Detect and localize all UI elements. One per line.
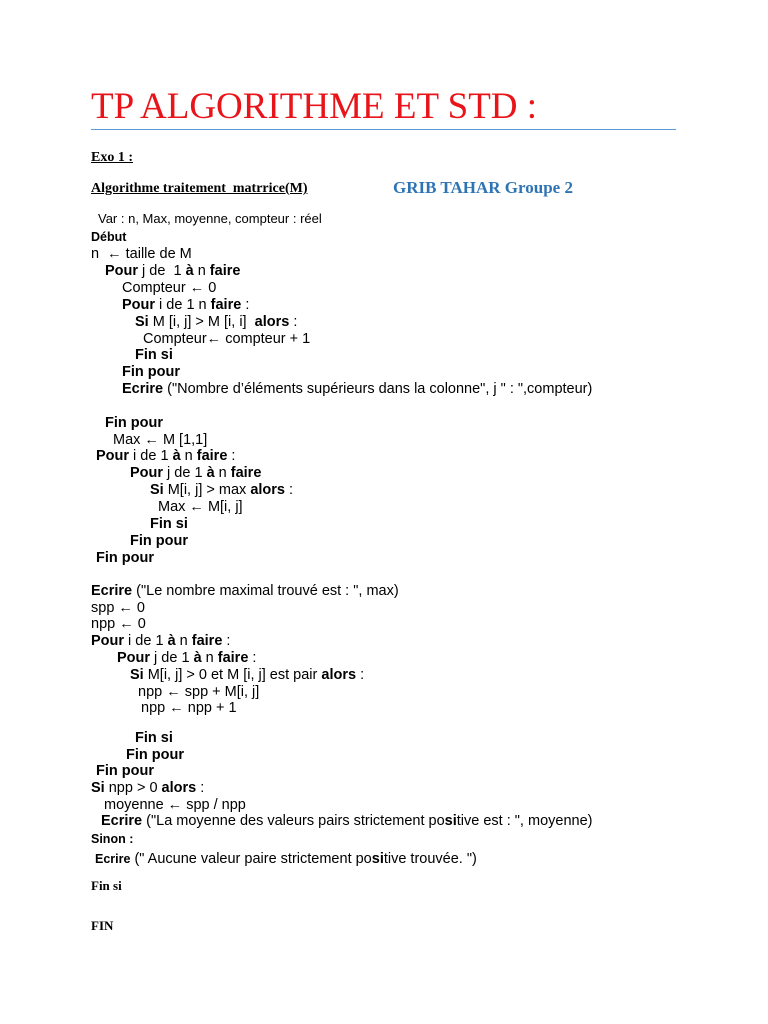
keyword: Ecrire: [122, 381, 164, 397]
keyword: faire: [209, 263, 241, 279]
code-line: [105, 415, 163, 432]
code-text: i de 1: [124, 633, 168, 649]
code-line: [122, 364, 180, 381]
keyword: Pour: [130, 465, 164, 481]
keyword: faire: [210, 297, 242, 313]
keyword: Début: [91, 230, 127, 244]
code-line: [91, 583, 399, 600]
keyword: à: [172, 448, 181, 464]
keyword: FIN: [91, 918, 114, 933]
code-text: spp ← 0: [91, 600, 145, 616]
code-text: npp ← spp + M[i, j]: [138, 684, 260, 700]
keyword: Pour: [105, 263, 139, 279]
variable-declaration: Var : n, Max, moyenne, compteur : réel: [98, 211, 322, 226]
keyword: Ecrire: [101, 813, 143, 829]
code-line: [105, 263, 240, 280]
code-text: :: [356, 667, 365, 683]
code-text: n: [193, 263, 210, 279]
algorithm-heading: Algorithme traitement matrrice(M): [91, 181, 308, 196]
code-line: [122, 381, 592, 398]
code-text: :: [248, 650, 257, 666]
author-label: GRIB TAHAR Groupe 2: [393, 178, 573, 197]
code-text: :: [196, 780, 205, 796]
code-line: [95, 851, 477, 868]
code-line: [130, 533, 188, 550]
code-text: M[i, j] > max: [163, 482, 251, 498]
keyword: Fin pour: [130, 533, 188, 549]
keyword: Si: [135, 314, 149, 330]
keyword: Pour: [122, 297, 156, 313]
keyword: faire: [196, 448, 228, 464]
code-line: [138, 684, 259, 701]
code-line: [122, 280, 216, 297]
code-line: [135, 730, 173, 747]
code-line: [96, 763, 154, 780]
code-text: tive trouvée. "): [383, 851, 477, 867]
code-line: [117, 650, 256, 667]
code-line: [126, 747, 184, 764]
keyword: Fin pour: [105, 415, 163, 431]
code-text: npp > 0: [104, 780, 162, 796]
keyword: faire: [217, 650, 249, 666]
keyword: Pour: [91, 633, 125, 649]
code-text: ("Le nombre maximal trouvé est : ", max): [132, 583, 399, 599]
code-line: [104, 797, 246, 814]
code-text: :: [285, 482, 294, 498]
keyword: Fin pour: [96, 763, 154, 779]
keyword: alors: [321, 667, 357, 683]
code-text: ("Nombre d’éléments supérieurs dans la colonne", j " : ",compteur): [163, 381, 593, 397]
code-line: [96, 448, 235, 465]
keyword: Fin si: [91, 878, 122, 893]
keyword: Sinon :: [91, 832, 134, 846]
keyword: Pour: [117, 650, 151, 666]
keyword: Fin pour: [126, 747, 184, 763]
code-text: M[i, j] > 0 et M [i, j] est pair: [143, 667, 322, 683]
keyword: Fin si: [135, 347, 173, 363]
code-text: j de 1: [138, 263, 186, 279]
code-text: :: [289, 314, 298, 330]
keyword: Si: [91, 780, 105, 796]
code-line: [135, 314, 297, 331]
code-line: [91, 831, 133, 848]
keyword: Si: [130, 667, 144, 683]
code-text: Compteur← compteur + 1: [143, 331, 311, 347]
document-title: TP ALGORITHME ET STD :: [91, 86, 538, 127]
code-line: [91, 780, 204, 797]
code-line: [150, 516, 188, 533]
code-line: [158, 499, 243, 516]
keyword: Ecrire: [95, 852, 131, 866]
code-line: [130, 667, 364, 684]
code-text: Max ← M [1,1]: [113, 432, 208, 448]
code-text: npp ← 0: [91, 616, 146, 632]
code-line: [130, 465, 261, 482]
code-line: [91, 229, 126, 246]
title-underline: [91, 129, 676, 130]
code-text: tive est : ", moyenne): [456, 813, 593, 829]
keyword: faire: [191, 633, 223, 649]
code-text: :: [227, 448, 236, 464]
code-line: [91, 877, 122, 895]
code-text: Compteur ← 0: [122, 280, 217, 296]
keyword: à: [206, 465, 215, 481]
code-text: i de 1: [129, 448, 173, 464]
code-line: [122, 297, 249, 314]
code-line: [135, 347, 173, 364]
code-text: n: [201, 650, 218, 666]
keyword: à: [193, 650, 202, 666]
keyword: à: [185, 263, 194, 279]
keyword: alors: [250, 482, 285, 498]
code-text: i de 1 n: [155, 297, 211, 313]
code-text: Max ← M[i, j]: [158, 499, 243, 515]
keyword: si: [371, 851, 384, 867]
code-text: npp ← npp + 1: [141, 700, 237, 716]
code-text: moyenne ← spp / npp: [104, 797, 246, 813]
exercise-label: Exo 1 :: [91, 150, 133, 165]
keyword: alors: [254, 314, 290, 330]
code-line: [96, 550, 154, 567]
code-text: n: [214, 465, 231, 481]
code-text: M [i, j] > M [i, i]: [148, 314, 255, 330]
keyword: à: [167, 633, 176, 649]
code-line: [141, 700, 237, 717]
code-text: j de 1: [150, 650, 194, 666]
code-line: [91, 616, 146, 633]
keyword: Pour: [96, 448, 130, 464]
keyword: Fin pour: [122, 364, 180, 380]
keyword: Fin si: [150, 516, 188, 532]
code-line: [91, 600, 145, 617]
code-line: [91, 246, 192, 263]
code-line: [113, 432, 207, 449]
code-text: j de 1: [163, 465, 207, 481]
keyword: Fin pour: [96, 550, 154, 566]
code-line: [91, 633, 230, 650]
code-line: [143, 331, 310, 348]
keyword: alors: [161, 780, 197, 796]
code-text: ("La moyenne des valeurs pairs strictement po: [142, 813, 445, 829]
keyword: si: [444, 813, 457, 829]
code-text: :: [241, 297, 250, 313]
keyword: Fin si: [135, 730, 173, 746]
code-text: n ← taille de M: [91, 246, 192, 262]
code-text: n: [175, 633, 192, 649]
code-text: :: [222, 633, 231, 649]
keyword: faire: [230, 465, 262, 481]
keyword: Si: [150, 482, 164, 498]
code-line: [101, 813, 592, 830]
code-line: [150, 482, 293, 499]
code-text: n: [180, 448, 197, 464]
code-line: [91, 917, 113, 935]
keyword: Ecrire: [91, 583, 133, 599]
code-text: (" Aucune valeur paire strictement po: [130, 851, 372, 867]
